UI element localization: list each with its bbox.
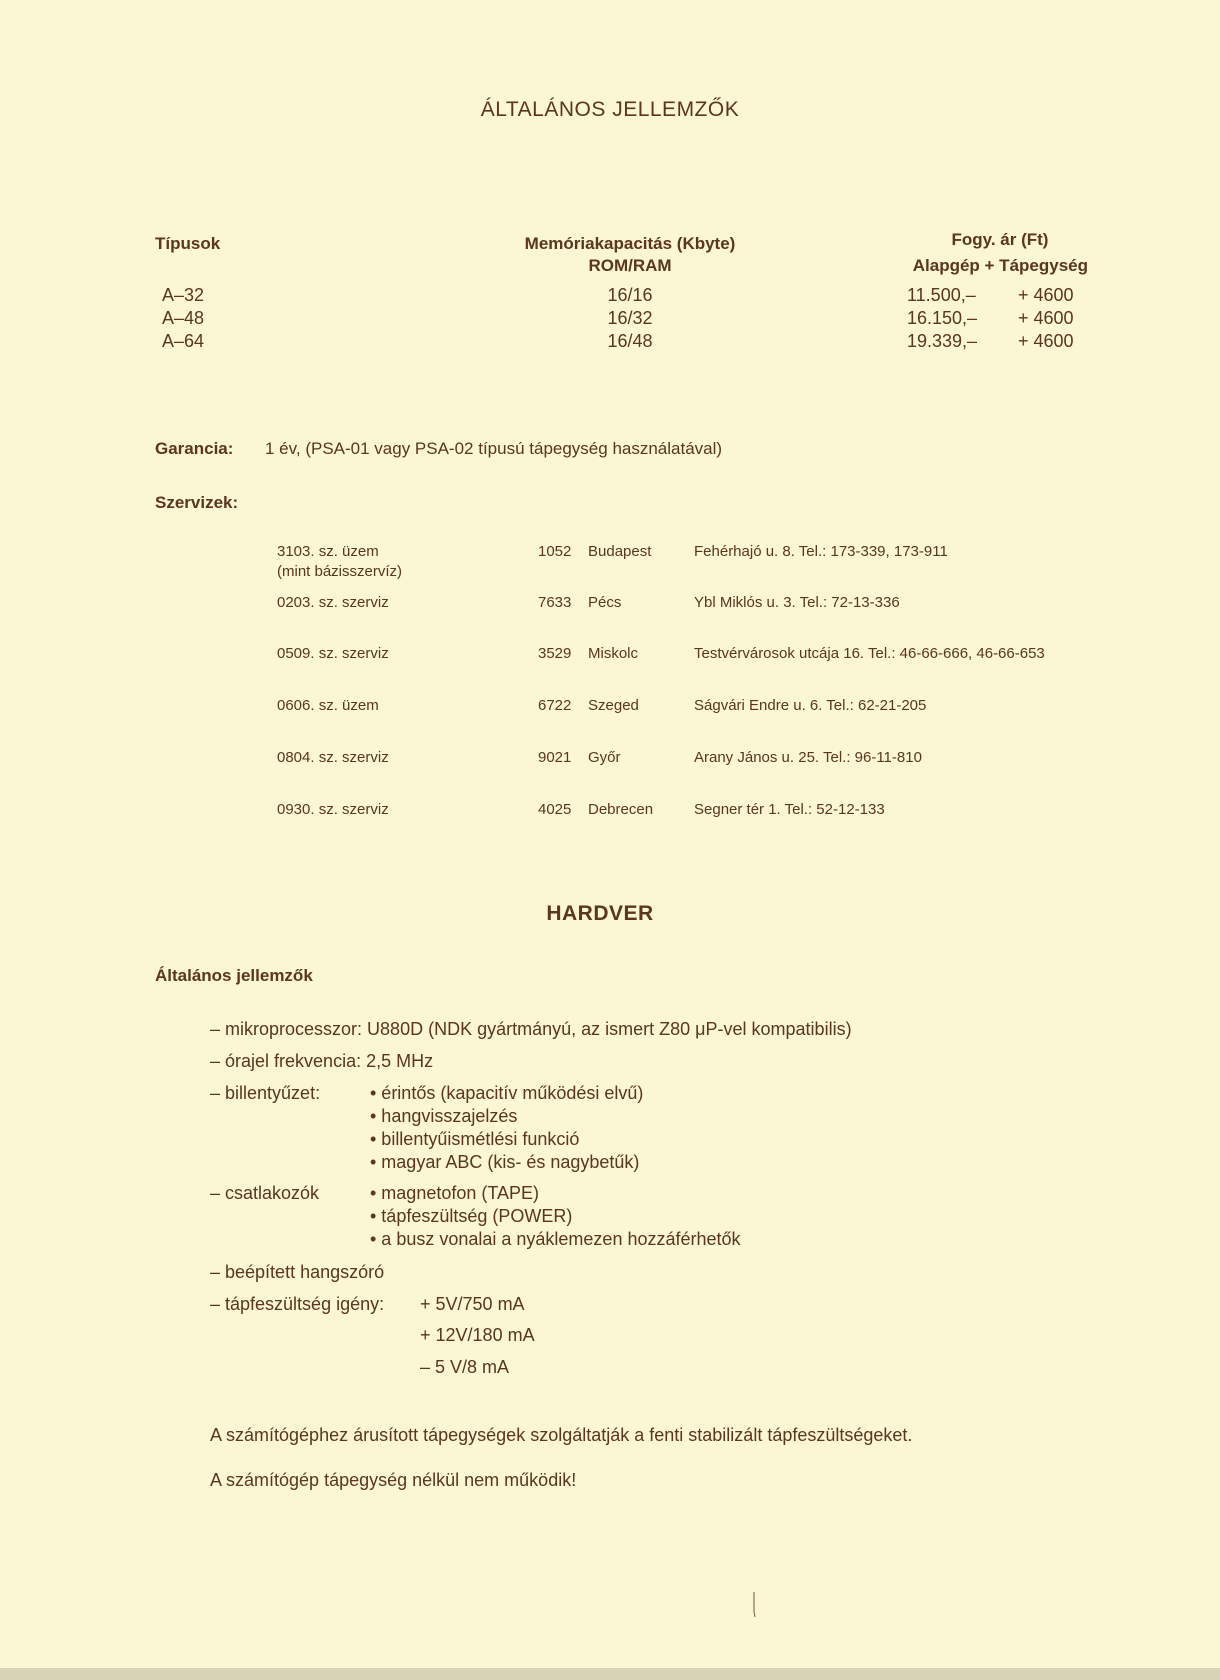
col-header-price-sub: Alapgép + Tápegység (912, 256, 1088, 275)
power-value: + 12V/180 mA (420, 1325, 535, 1345)
keyboard-feature: • magyar ABC (kis- és nagybetűk) (370, 1152, 640, 1172)
col-header-memory-sub: ROM/RAM (588, 256, 672, 275)
service-city: Debrecen (588, 801, 654, 818)
page-bottom-edge (0, 1668, 1220, 1680)
table-row-memory: 16/16 (607, 285, 653, 305)
keyboard-feature: • hangvisszajelzés (370, 1106, 518, 1126)
service-city: Budapest (588, 543, 652, 560)
connector-item: • magnetofon (TAPE) (370, 1183, 540, 1203)
service-unit: 0606. sz. üzem (277, 697, 379, 714)
service-unit: 0804. sz. szerviz (277, 749, 389, 766)
service-address: Arany János u. 25. Tel.: 96-11-810 (694, 749, 922, 766)
service-city: Miskolc (588, 645, 639, 662)
service-unit-note: (mint bázisszervíz) (277, 563, 403, 580)
table-row-type: A–64 (162, 331, 205, 351)
warranty-text: 1 év, (PSA-01 vagy PSA-02 típusú tápegység használatával) (265, 439, 723, 458)
col-header-price: Fogy. ár (Ft) (951, 230, 1049, 249)
service-zip: 6722 (538, 697, 572, 714)
services-label: Szervizek: (155, 493, 239, 512)
service-unit: 0930. sz. szerviz (277, 801, 389, 818)
service-zip: 9021 (538, 749, 572, 766)
service-city: Győr (588, 749, 621, 766)
service-unit: 0203. sz. szerviz (277, 594, 389, 611)
service-address: Fehérhajó u. 8. Tel.: 173-339, 173-911 (694, 543, 948, 560)
connector-item: • tápfeszültség (POWER) (370, 1206, 573, 1226)
feature-clock: – órajel frekvencia: 2,5 MHz (210, 1051, 434, 1071)
feature-keyboard-label: – billentyűzet: (210, 1083, 321, 1103)
table-row-psu: + 4600 (1018, 308, 1074, 328)
service-unit: 0509. sz. szerviz (277, 645, 389, 662)
table-row-price: 11.500,– (907, 285, 976, 305)
table-row-psu: + 4600 (1018, 331, 1074, 351)
warranty-label: Garancia: (155, 439, 234, 458)
service-zip: 7633 (538, 594, 572, 611)
service-address: Ybl Miklós u. 3. Tel.: 72-13-336 (694, 594, 900, 611)
service-zip: 4025 (538, 801, 572, 818)
feature-cpu: – mikroprocesszor: U880D (NDK gyártmányú, az ismert Z80 μP-vel kompatibilis) (210, 1019, 852, 1039)
service-unit: 3103. sz. üzem (277, 543, 379, 560)
hardware-heading: HARDVER (546, 902, 654, 925)
keyboard-feature: • billentyűismétlési funkció (370, 1129, 580, 1149)
feature-connectors-label: – csatlakozók (210, 1183, 320, 1203)
table-row-price: 19.339,– (907, 331, 978, 351)
table-row-type: A–48 (162, 308, 205, 328)
service-address: Ságvári Endre u. 6. Tel.: 62-21-205 (694, 697, 927, 714)
pencil-mark-icon (752, 1592, 756, 1618)
connector-item: • a busz vonalai a nyáklemezen hozzáférhetők (370, 1229, 741, 1249)
col-header-memory: Memóriakapacitás (Kbyte) (524, 234, 736, 253)
service-city: Pécs (588, 594, 622, 611)
page-title: ÁLTALÁNOS JELLEMZŐK (480, 98, 740, 121)
keyboard-feature: • érintős (kapacitív működési elvű) (370, 1083, 644, 1103)
col-header-type: Típusok (155, 234, 221, 253)
table-row-memory: 16/48 (607, 331, 653, 351)
service-address: Segner tér 1. Tel.: 52-12-133 (694, 801, 885, 818)
power-value: – 5 V/8 mA (420, 1357, 510, 1377)
hardware-subheading: Általános jellemzők (155, 966, 313, 985)
service-address: Testvérvárosok utcája 16. Tel.: 46-66-666, 46-66-653 (694, 645, 1045, 662)
table-row-psu: + 4600 (1018, 285, 1074, 305)
service-zip: 1052 (538, 543, 572, 560)
service-zip: 3529 (538, 645, 572, 662)
table-row-price: 16.150,– (907, 308, 978, 328)
feature-speaker: – beépített hangszóró (210, 1262, 385, 1282)
power-supply-note: A számítógéphez árusított tápegységek szolgáltatják a fenti stabilizált tápfeszültségeket. (210, 1425, 913, 1445)
service-city: Szeged (588, 697, 639, 714)
feature-power-label: – tápfeszültség igény: (210, 1294, 385, 1314)
power-value: + 5V/750 mA (420, 1294, 525, 1314)
power-required-note: A számítógép tápegység nélkül nem működik! (210, 1470, 577, 1490)
table-row-type: A–32 (162, 285, 205, 305)
table-row-memory: 16/32 (607, 308, 653, 328)
